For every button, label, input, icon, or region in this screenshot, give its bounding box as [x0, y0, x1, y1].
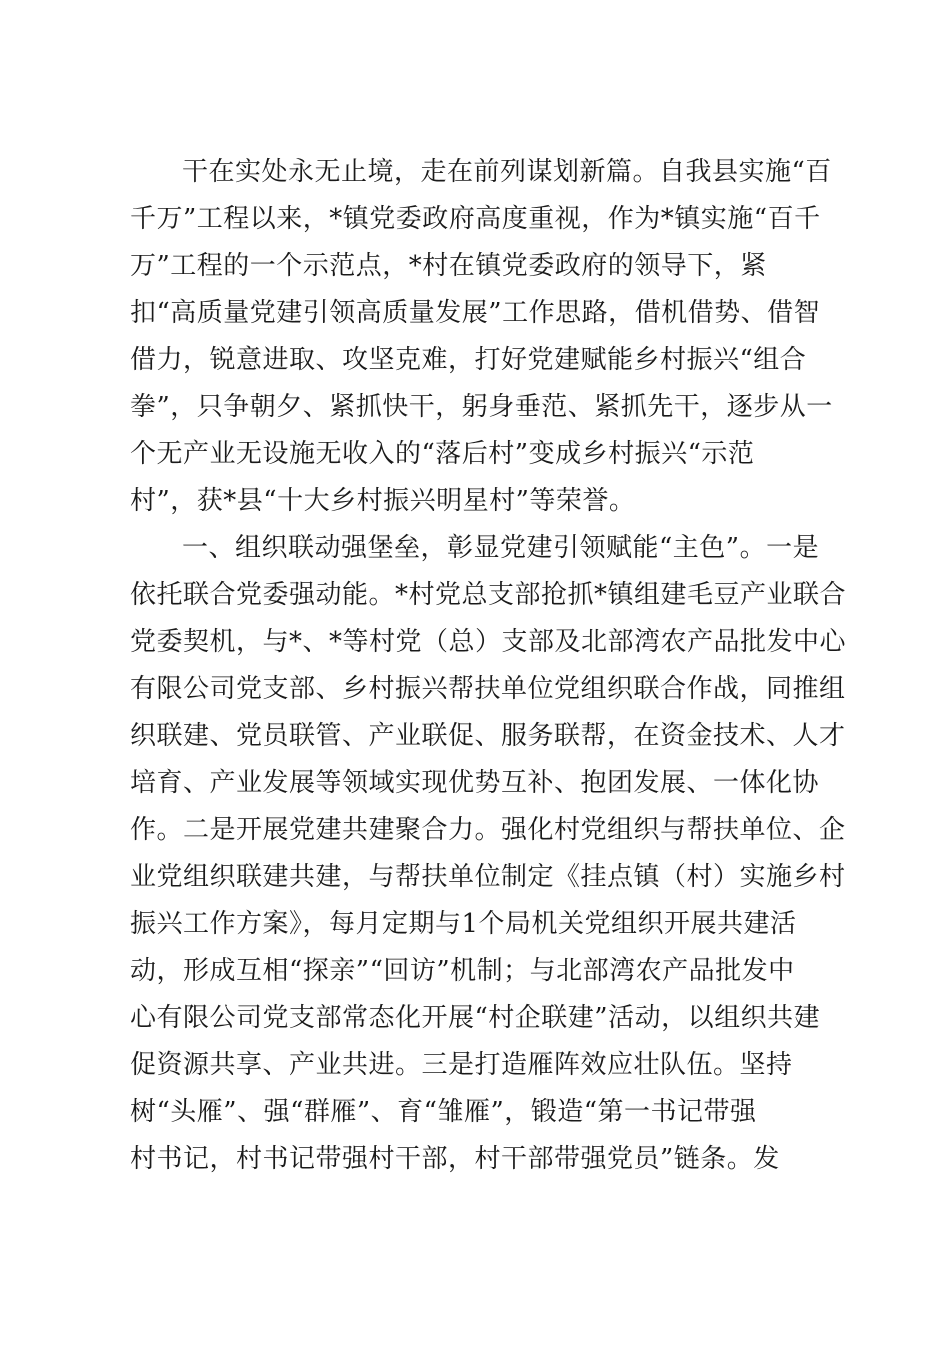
text-line: 村书记，村书记带强村干部，村干部带强党员”链条。发: [130, 1144, 780, 1174]
text-line: 振兴工作方案》，每月定期与1个局机关党组织开展共建活: [130, 909, 797, 939]
text-line: 树“头雁”、强“群雁”、育“雏雁”，锻造“第一书记带强: [130, 1097, 757, 1127]
paragraph-intro: [130, 152, 833, 528]
text-line: 拳”，只争朝夕、紧抓快干，躬身垂范、紧抓先干，逐步从一: [130, 392, 833, 422]
text-line: 依托联合党委强动能。*村党总支部抢抓*镇组建毛豆产业联合: [130, 580, 847, 610]
text-line: 村”，获*县“十大乡村振兴明星村”等荣誉。: [130, 486, 636, 516]
text-line: 万”工程的一个示范点，*村在镇党委政府的领导下，紧: [130, 251, 767, 281]
text-line: 扣“高质量党建引领高质量发展”工作思路，借机借势、借智: [130, 298, 821, 328]
text-line: 培育、产业发展等领域实现优势互补、抱团发展、一体化协: [130, 768, 820, 798]
paragraph-section-one: [130, 528, 847, 1186]
text-line: 党委契机，与*、*等村党（总）支部及北部湾农产品批发中心: [130, 627, 847, 657]
text-line: 促资源共享、产业共进。三是打造雁阵效应壮队伍。坚持: [130, 1050, 793, 1080]
text-line: 心有限公司党支部常态化开展“村企联建”活动，以组织共建: [130, 1003, 821, 1033]
body-text: [130, 152, 847, 1186]
text-line: 织联建、党员联管、产业联促、服务联帮，在资金技术、人才: [130, 721, 846, 751]
text-line: 干在实处永无止境，走在前列谋划新篇。自我县实施“百: [182, 157, 832, 187]
text-line: 千万”工程以来，*镇党委政府高度重视，作为*镇实施“百千: [130, 204, 821, 234]
text-line: 有限公司党支部、乡村振兴帮扶单位党组织联合作战，同推组: [130, 674, 846, 704]
text-line: 作。二是开展党建共建聚合力。强化村党组织与帮扶单位、企: [130, 815, 846, 845]
text-line: 一、组织联动强堡垒，彰显党建引领赋能“主色”。一是: [182, 533, 820, 563]
text-line: 业党组织联建共建，与帮扶单位制定《挂点镇（村）实施乡村: [130, 862, 846, 892]
text-line: 个无产业无设施无收入的“落后村”变成乡村振兴“示范: [130, 439, 755, 469]
text-line: 借力，锐意进取、攻坚克难，打好党建赋能乡村振兴“组合: [130, 345, 807, 375]
text-line: 动，形成互相“探亲”“回访”机制；与北部湾农产品批发中: [130, 956, 795, 986]
